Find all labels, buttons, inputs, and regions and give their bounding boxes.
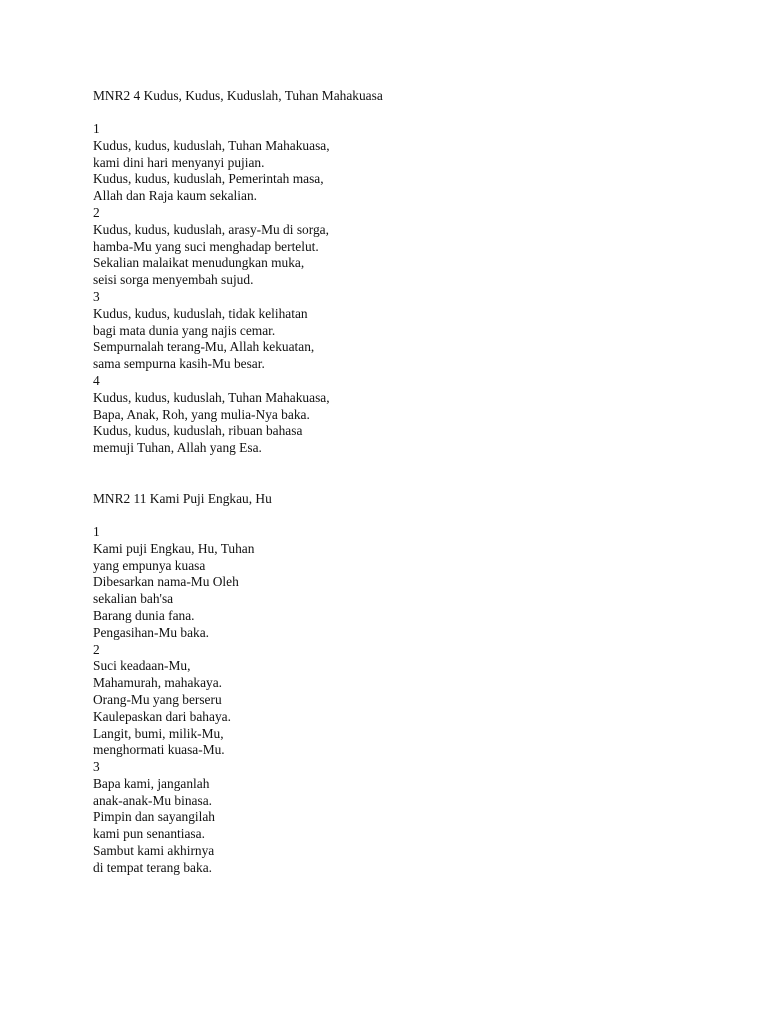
lyric-line: Pimpin dan sayangilah [93, 809, 215, 825]
lyric-line: Pengasihan-Mu baka. [93, 624, 210, 640]
lyric-line: Allah dan Raja kaum sekalian. [93, 188, 257, 204]
lyric-line: Bapa, Anak, Roh, yang mulia-Nya baka. [93, 406, 310, 422]
lyric-line: sekalian bah'sa [93, 591, 174, 607]
lyric-line: Kudus, kudus, kuduslah, arasy-Mu di sorga, [93, 221, 329, 237]
hymn-title: MNR2 4 Kudus, Kudus, Kuduslah, Tuhan Mahakuasa [93, 88, 383, 103]
lyric-line: kami dini hari menyanyi pujian. [93, 154, 265, 170]
spacer [93, 457, 713, 490]
verse-number: 2 [93, 641, 100, 657]
lyric-line: sama sempurna kasih-Mu besar. [93, 356, 265, 372]
lyric-line: Dibesarkan nama-Mu Oleh [93, 574, 239, 590]
spacer [93, 507, 713, 524]
lyric-line: di tempat terang baka. [93, 859, 212, 875]
lyric-line: Sambut kami akhirnya [93, 843, 215, 859]
lyric-line: Orang-Mu yang berseru [93, 691, 222, 707]
lyric-line: yang empunya kuasa [93, 557, 206, 573]
lyric-line: Kaulepaskan dari bahaya. [93, 708, 231, 724]
verse-number: 3 [93, 288, 100, 304]
lyric-line: menghormati kuasa-Mu. [93, 742, 225, 758]
hymn-mnr2-11 [93, 490, 713, 877]
lyric-line: Kudus, kudus, kuduslah, tidak kelihatan [93, 305, 308, 321]
verse-number: 1 [93, 121, 100, 136]
lyric-line: Kudus, kudus, kuduslah, Pemerintah masa, [93, 171, 324, 187]
lyric-line: Bapa kami, janganlah [93, 775, 210, 791]
lyric-line: hamba-Mu yang suci menghadap bertelut. [93, 238, 319, 254]
spacer [93, 104, 713, 121]
lyric-line: Sekalian malaikat menudungkan muka, [93, 255, 305, 271]
lyric-line: kami pun senantiasa. [93, 826, 205, 842]
lyric-line: Mahamurah, mahakaya. [93, 675, 223, 691]
verse-number: 4 [93, 372, 100, 388]
hymn-mnr2-4 [93, 87, 713, 457]
lyric-line: Kudus, kudus, kuduslah, Tuhan Mahakuasa, [93, 137, 330, 153]
lyric-line: Langit, bumi, milik-Mu, [93, 725, 224, 741]
verse-number: 1 [93, 523, 100, 539]
lyric-line: anak-anak-Mu binasa. [93, 792, 212, 808]
lyric-line: Suci keadaan-Mu, [93, 658, 191, 674]
lyric-line: Barang dunia fana. [93, 607, 195, 623]
lyric-line: Sempurnalah terang-Mu, Allah kekuatan, [93, 339, 315, 355]
lyric-line: Kudus, kudus, kuduslah, ribuan bahasa [93, 423, 303, 439]
verse-number: 3 [93, 759, 100, 775]
lyric-line: bagi mata dunia yang najis cemar. [93, 322, 276, 338]
hymn-title: MNR2 11 Kami Puji Engkau, Hu [93, 490, 272, 506]
document-page [93, 87, 713, 877]
lyric-line: Kudus, kudus, kuduslah, Tuhan Mahakuasa, [93, 389, 330, 405]
lyric-line: Kami puji Engkau, Hu, Tuhan [93, 540, 255, 556]
lyric-line: memuji Tuhan, Allah yang Esa. [93, 440, 262, 456]
lyric-line: seisi sorga menyembah sujud. [93, 272, 254, 288]
verse-number: 2 [93, 204, 100, 220]
